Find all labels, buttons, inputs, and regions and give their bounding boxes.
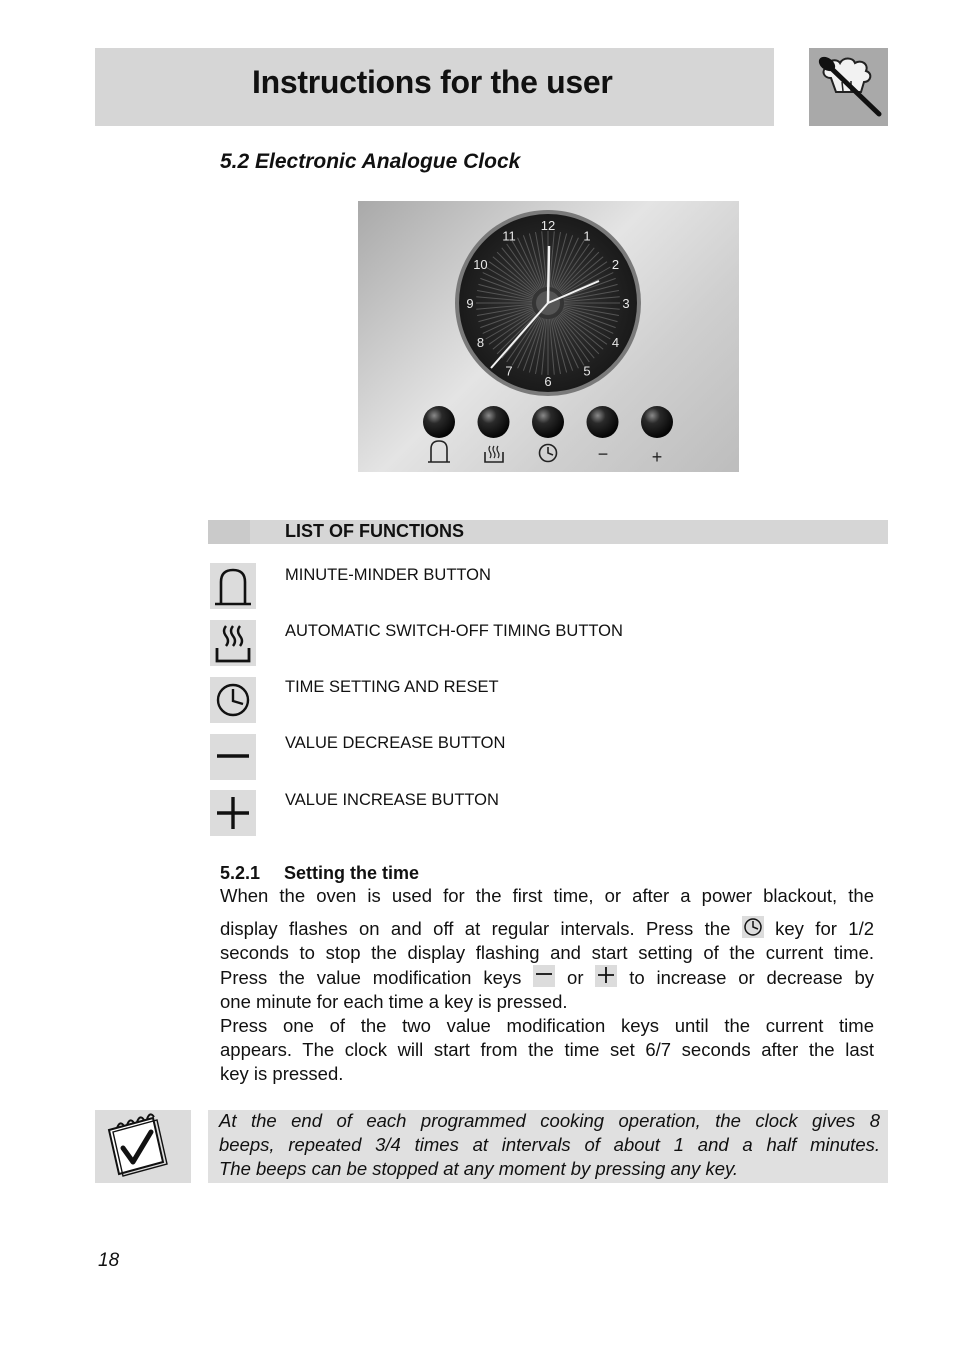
paragraph-line: appears. The clock will start from the time set 6/7 seconds after the last [220,1039,874,1060]
plus-icon [595,965,617,987]
page-header-title: Instructions for the user [252,64,613,100]
notepad-check-icon [95,1110,191,1183]
minus-icon [533,965,555,987]
steam-pot-icon [485,446,503,462]
paragraph-line: Press one of the two value modification keys until the current time [220,1015,874,1036]
subsection-number: 5.2.1 [220,863,261,883]
chef-spoon-icon [809,48,888,126]
bell-icon [210,563,256,609]
paragraph-line: When the oven is used for the first time, or after a power blackout, the [220,885,874,906]
control-knob-clock[interactable] [532,406,564,438]
paragraph-line: key is pressed. [220,1063,344,1084]
bell-icon [428,441,450,462]
plus-icon: + [651,447,663,467]
dial-number: 7 [505,363,513,379]
control-knob-plus[interactable] [641,406,673,438]
dial-number: 4 [611,335,620,350]
control-knob-bell[interactable] [423,406,455,438]
subsection-title [220,863,419,884]
dial-number: 9 [466,296,474,311]
plus-icon [210,790,256,836]
minus-icon [210,734,256,780]
functions-heading-bar-left [208,520,250,544]
text-run: or [567,967,584,988]
dial-number: 1 [583,228,591,244]
note-text [219,1109,880,1181]
function-label-value-decrease: VALUE DECREASE BUTTON [285,734,506,752]
clock-icon [210,677,256,723]
functions-heading: LIST OF FUNCTIONS [285,521,464,541]
text-run: Press the value modification keys [220,967,522,988]
function-label-minute-minder: MINUTE-MINDER BUTTON [285,566,491,584]
paragraph-line-with-icons [220,965,874,990]
control-knob-minus[interactable] [587,406,619,438]
clock-control-panel [358,201,739,472]
minus-icon: − [597,444,609,464]
dial-number: 10 [473,257,488,272]
text-run: to increase or decrease by [629,967,875,988]
page-number: 18 [98,1250,120,1271]
function-label-value-increase: VALUE INCREASE BUTTON [285,791,499,809]
dial-number: 8 [476,335,485,350]
paragraph-line: seconds to stop the display flashing and start setting of the current time. [220,942,874,963]
function-label-auto-switch-off: AUTOMATIC SWITCH-OFF TIMING BUTTON [285,622,623,640]
note-line: At the end of each programmed cooking operation, the clock gives 8 [219,1110,880,1131]
control-knob-steam-pot[interactable] [478,406,510,438]
paragraph-line: one minute for each time a key is pressed. [220,991,568,1012]
section-title: 5.2 Electronic Analogue Clock [220,150,521,173]
dial-number: 2 [611,257,620,272]
note-line: The beeps can be stopped at any moment by pressing any key. [219,1158,738,1179]
clock-icon [742,916,764,938]
text-run: display flashes on and off at regular intervals. Press the [220,918,731,939]
dial-number: 3 [622,296,630,311]
function-label-time-setting: TIME SETTING AND RESET [285,678,499,696]
subsection-title-text: Setting the time [284,863,420,883]
note-line: beeps, repeated 3/4 times at intervals of about 1 and a half minutes. [219,1134,880,1155]
dial-number: 5 [583,363,591,379]
dial-number: 6 [544,374,552,389]
paragraph-line-with-icon [220,916,874,941]
text-run: key for 1/2 [775,918,874,939]
steam-pot-icon [210,620,256,666]
dial-number: 12 [540,218,556,233]
clock-icon [540,445,557,462]
setting-time-paragraph [220,884,874,1086]
analogue-clock-illustration [358,201,739,472]
dial-number: 11 [502,228,516,244]
